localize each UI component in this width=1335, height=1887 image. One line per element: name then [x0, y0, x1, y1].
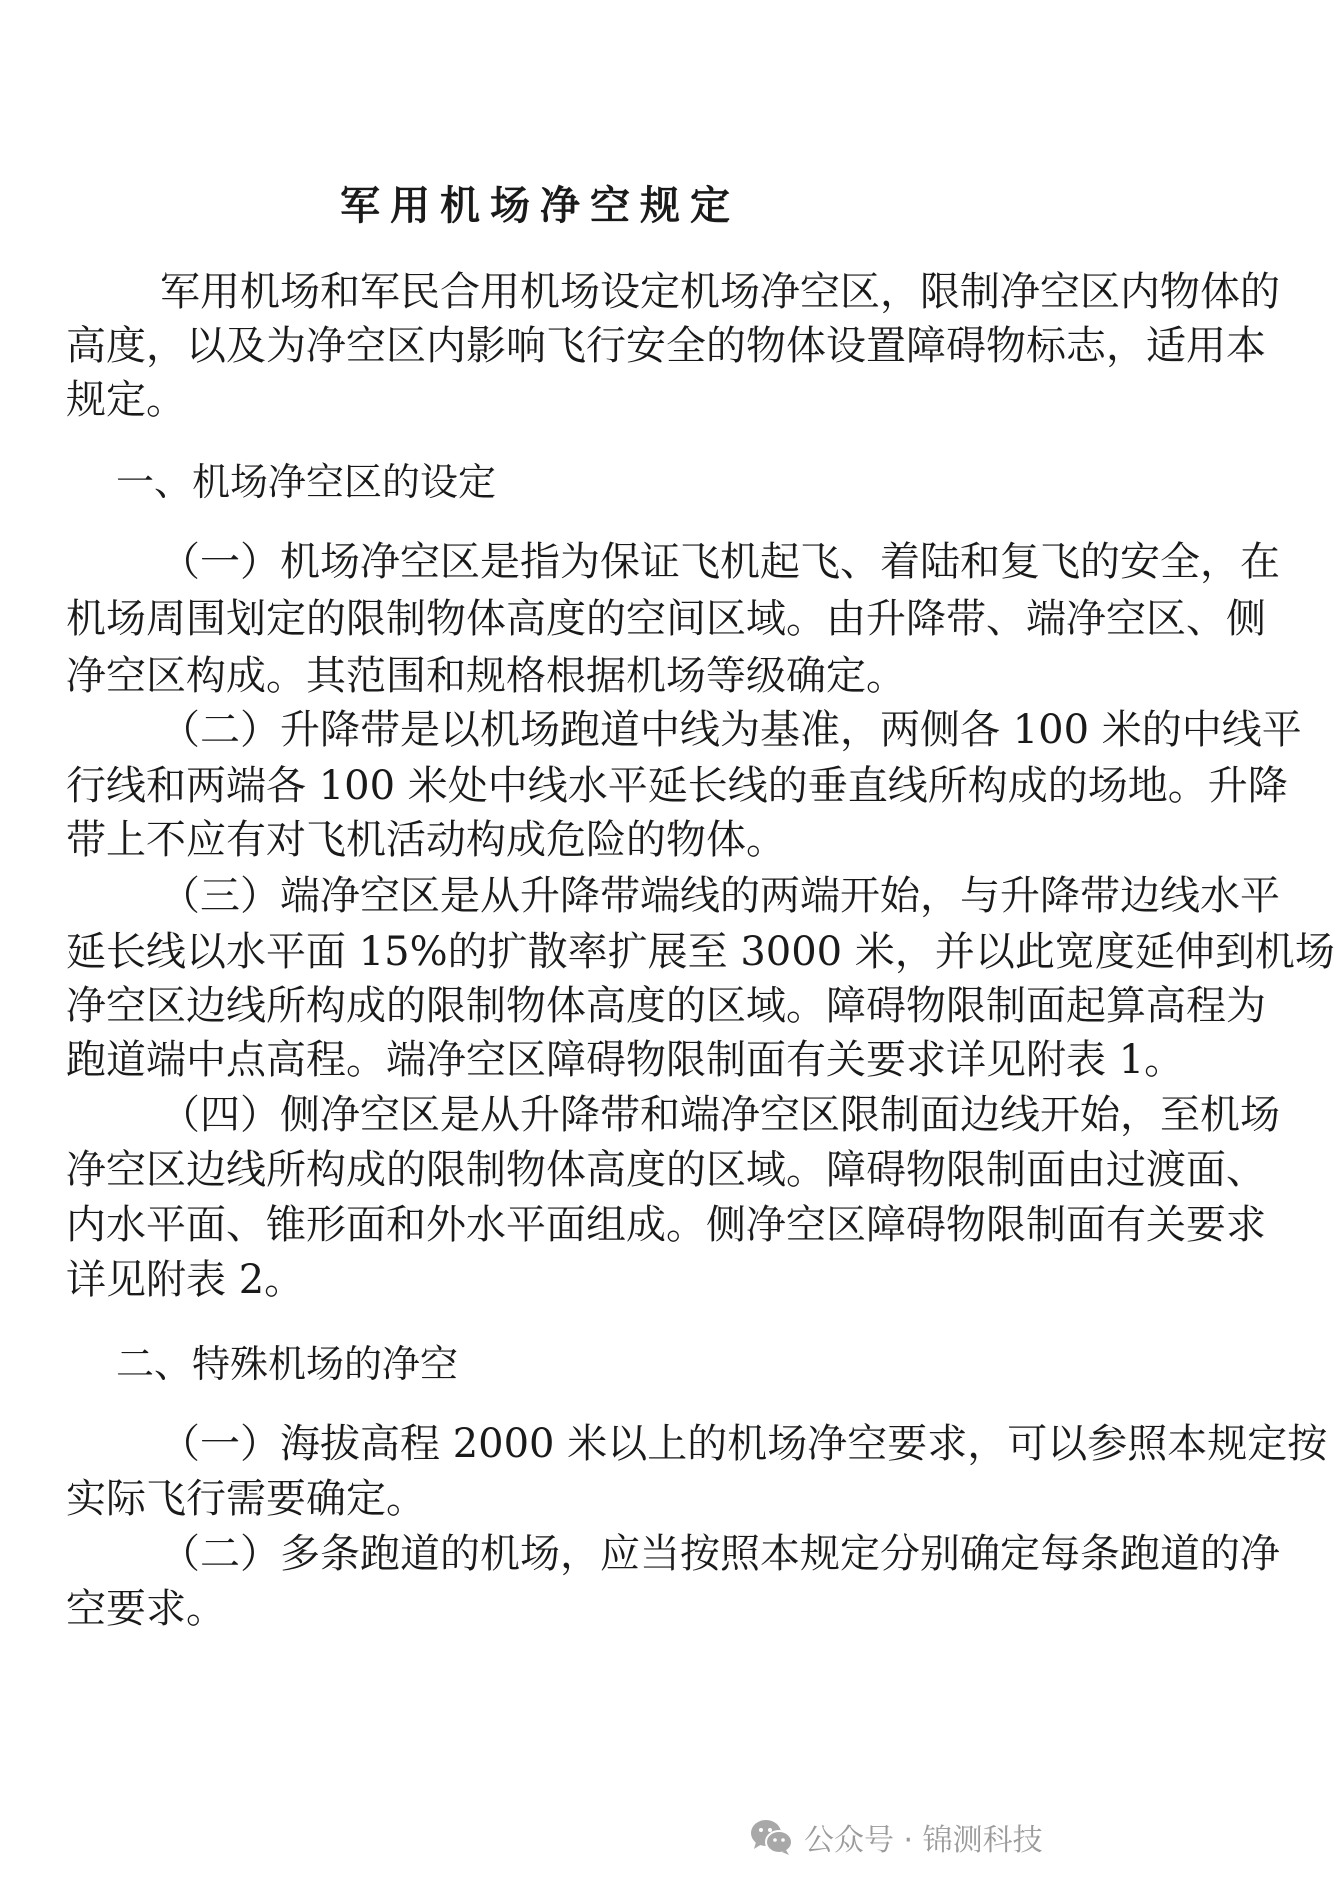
paragraph-line: （一）机场净空区是指为保证飞机起飞、着陆和复飞的安全，在	[160, 539, 1280, 585]
paragraph-line: 净空区构成。其范围和规格根据机场等级确定。	[66, 653, 906, 699]
paragraph-line: 延长线以水平面 15%的扩散率扩展至 3000 米，并以此宽度延伸到机场	[66, 929, 1335, 975]
paragraph-line: 机场周围划定的限制物体高度的空间区域。由升降带、端净空区、侧	[66, 596, 1266, 642]
footer-watermark	[750, 1813, 1043, 1861]
paragraph-line: （三）端净空区是从升降带端线的两端开始，与升降带边线水平	[160, 873, 1280, 919]
paragraph-line: 高度，以及为净空区内影响飞行安全的物体设置障碍物标志，适用本	[66, 323, 1266, 369]
paragraph-line: 跑道端中点高程。端净空区障碍物限制面有关要求详见附表 1。	[66, 1037, 1185, 1083]
paragraph-line: （二）多条跑道的机场，应当按照本规定分别确定每条跑道的净	[160, 1531, 1280, 1577]
paragraph-line: 空要求。	[66, 1586, 226, 1632]
paragraph-line: （二）升降带是以机场跑道中线为基准，两侧各 100 米的中线平	[160, 707, 1302, 753]
paragraph-line: 净空区边线所构成的限制物体高度的区域。障碍物限制面由过渡面、	[66, 1147, 1266, 1193]
paragraph-line: 行线和两端各 100 米处中线水平延长线的垂直线所构成的场地。升降	[66, 763, 1288, 809]
paragraph-line: 净空区边线所构成的限制物体高度的区域。障碍物限制面起算高程为	[66, 983, 1266, 1029]
footer-label: 公众号 · 锦测科技	[804, 1823, 1043, 1858]
paragraph-line: 内水平面、锥形面和外水平面组成。侧净空区障碍物限制面有关要求	[66, 1202, 1266, 1248]
section-heading: 一、机场净空区的设定	[116, 460, 497, 504]
paragraph-line: （一）海拔高程 2000 米以上的机场净空要求，可以参照本规定按	[160, 1421, 1328, 1467]
paragraph-line: 实际飞行需要确定。	[66, 1476, 426, 1522]
wechat-icon	[750, 1818, 794, 1856]
document-title: 军用机场净空规定	[340, 183, 740, 229]
paragraph-line: （四）侧净空区是从升降带和端净空区限制面边线开始，至机场	[160, 1092, 1280, 1138]
section-heading: 二、特殊机场的净空	[116, 1342, 459, 1386]
paragraph-line: 带上不应有对飞机活动构成危险的物体。	[66, 817, 786, 863]
paragraph-line: 军用机场和军民合用机场设定机场净空区，限制净空区内物体的	[160, 269, 1280, 315]
paragraph-line: 规定。	[66, 377, 186, 423]
paragraph-line: 详见附表 2。	[66, 1257, 305, 1303]
